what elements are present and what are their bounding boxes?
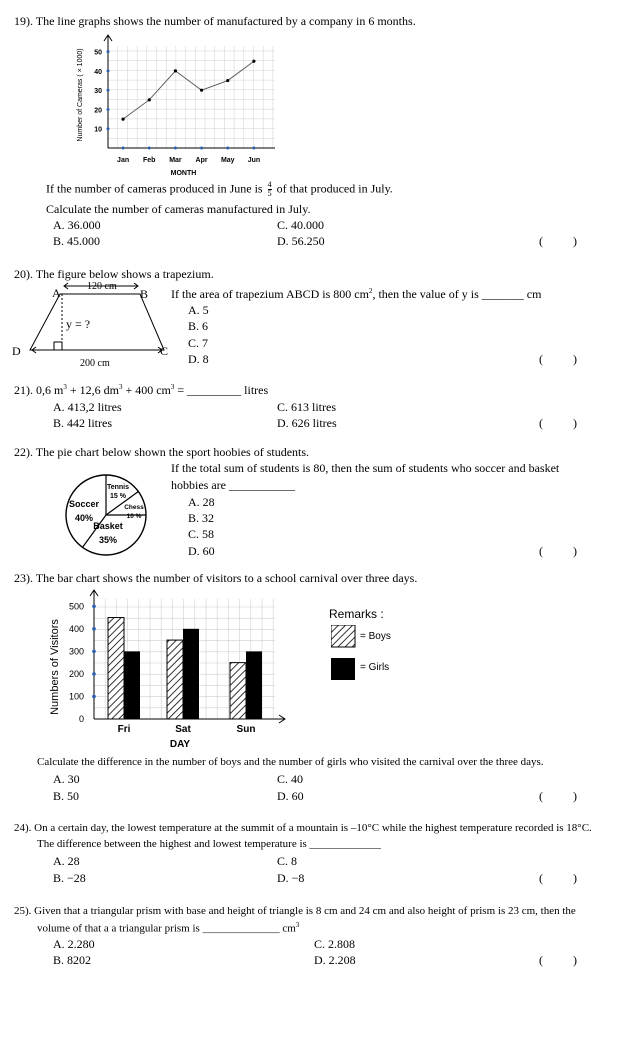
q22-line2: hobbies are ___________ xyxy=(171,478,295,492)
q19-text-line2: Calculate the number of cameras manufactured in July. xyxy=(46,202,311,216)
q23-option-b[interactable]: B. 50 xyxy=(53,789,80,803)
x-tick-mark xyxy=(174,147,177,150)
bar-girls xyxy=(124,651,140,719)
data-point xyxy=(200,89,203,92)
q24-option-d[interactable]: D. −8 xyxy=(277,871,305,885)
x-axis-label: MONTH xyxy=(170,170,197,177)
y-tick-label: 300 xyxy=(68,646,84,657)
q20-prompt-sup: 2 xyxy=(368,287,373,295)
y-tick-label: 200 xyxy=(68,668,84,679)
q23-legend-boys: = Boys xyxy=(360,631,391,642)
q25-line2: volume of that a a triangular prism is ______________ $cm^3$ xyxy=(37,921,300,935)
q24-line1: 24). On a certain day, the lowest temperature at the summit of a mountain is –10°C while the highest temperature recorded is 18°C. xyxy=(14,822,592,834)
pie-slice-label: Tennis xyxy=(106,484,130,491)
q20-height-label: y = ? xyxy=(66,317,91,331)
q24-option-b[interactable]: B. −28 xyxy=(53,871,86,885)
x-tick-label: Apr xyxy=(195,157,208,164)
x-tick-mark xyxy=(122,147,125,150)
q22-option-a[interactable]: A. 28 xyxy=(188,495,215,509)
y-axis-label: Numbers of Visitors xyxy=(49,619,61,715)
q23-option-d[interactable]: D. 60 xyxy=(277,789,304,803)
q20-label-c: C xyxy=(160,344,169,358)
q20-prompt xyxy=(171,287,541,302)
q19-text-a: If the number of cameras produced in June is xyxy=(46,181,263,196)
pie-slice-value: 15 % xyxy=(110,493,126,500)
y-tick-mark xyxy=(107,89,110,92)
pie-slice-label: Soccer xyxy=(68,499,100,509)
q19-option-c[interactable]: C. 40.000 xyxy=(277,218,325,232)
y-tick-label: 0 xyxy=(78,714,84,724)
q21-option-b[interactable]: B. 442 litres xyxy=(53,416,112,430)
q19-fraction: $\frac{4}{5}$ xyxy=(267,180,272,198)
x-tick-label: Jan xyxy=(117,157,130,164)
q21-option-d[interactable]: D. 626 litres xyxy=(277,416,337,430)
bar-girls xyxy=(246,651,262,719)
q22-pie-chart xyxy=(54,473,158,557)
q25-option-c[interactable]: C. 2.808 xyxy=(314,937,356,951)
q19-text-line1 xyxy=(46,181,393,198)
y-tick-mark xyxy=(107,50,110,53)
q25-option-a[interactable]: A. 2.280 xyxy=(53,937,95,951)
pie-slice-label: Basket xyxy=(93,521,123,531)
q22-line1: If the total sum of students is 80, then the sum of students who soccer and basket xyxy=(171,461,560,475)
q24-line2: The difference between the highest and lowest temperature is _____________ xyxy=(37,838,382,850)
y-tick-label: 500 xyxy=(68,601,84,612)
right-angle-mark xyxy=(54,342,62,350)
x-tick-mark xyxy=(148,147,151,150)
q21-option-c[interactable]: C. 613 litres xyxy=(277,400,336,414)
q23-legend-swatches xyxy=(331,625,357,685)
q19-title: 19). The line graphs shows the number of manufactured by a company in 6 months. xyxy=(14,14,416,28)
data-point xyxy=(226,79,229,82)
q20-label-d: D xyxy=(12,344,21,358)
q23-legend-girls: = Girls xyxy=(360,662,390,673)
q25-option-d[interactable]: D. 2.208 xyxy=(314,953,356,967)
bar-boys xyxy=(230,663,246,719)
q20-prompt-a: If the area of trapezium ABCD is 800 cm xyxy=(171,287,369,301)
x-tick-label: Sat xyxy=(175,724,191,735)
y-tick-mark xyxy=(92,672,96,676)
x-tick-label: Jun xyxy=(247,157,261,164)
q22-answer-bracket[interactable]: ( ) xyxy=(539,544,577,558)
x-tick-mark xyxy=(252,147,255,150)
x-tick-label: Sun xyxy=(236,724,256,735)
bar-girls xyxy=(183,629,199,719)
q19-answer-bracket[interactable]: ( ) xyxy=(539,234,577,248)
q25-option-b[interactable]: B. 8202 xyxy=(53,953,92,967)
q20-option-d[interactable]: D. 8 xyxy=(188,352,209,366)
y-tick-mark xyxy=(92,695,96,699)
q19-option-d[interactable]: D. 56.250 xyxy=(277,234,325,248)
q20-prompt-b: , then the value of y is _______ cm xyxy=(372,287,542,301)
y-tick-mark xyxy=(107,108,110,111)
q23-answer-bracket[interactable]: ( ) xyxy=(539,789,577,803)
q20-label-a: A xyxy=(52,286,61,300)
y-tick-label: 400 xyxy=(68,623,84,634)
x-tick-label: Feb xyxy=(143,157,156,164)
q23-remarks: Remarks : xyxy=(329,607,384,621)
x-tick-mark xyxy=(200,147,203,150)
pie-slice-label: Chess xyxy=(124,504,144,511)
q21-answer-bracket[interactable]: ( ) xyxy=(539,416,577,430)
q21-equation: 21). 0,6 $m^3 + 12,6$ $dm^3 + 400$ $cm^3$ = _________ litres xyxy=(14,383,269,397)
q19-text-b: of that produced in July. xyxy=(276,181,393,196)
q25-answer-bracket[interactable]: ( ) xyxy=(539,953,577,967)
legend-girls-swatch xyxy=(331,658,355,680)
q22-option-c[interactable]: C. 58 xyxy=(188,527,215,541)
q20-option-a[interactable]: A. 5 xyxy=(188,303,209,317)
y-tick-label: 100 xyxy=(68,691,84,702)
q19-option-a[interactable]: A. 36.000 xyxy=(53,218,101,232)
q23-question: Calculate the difference in the number of boys and the number of girls who visited the carnival over the three days. xyxy=(37,756,544,768)
q23-bar-chart xyxy=(40,585,300,755)
q22-title: 22). The pie chart below shown the sport hoobies of students. xyxy=(14,445,310,459)
q20-option-b[interactable]: B. 6 xyxy=(188,319,209,333)
y-tick-label: 30 xyxy=(94,88,102,96)
q20-title: 20). The figure below shows a trapezium. xyxy=(14,267,214,281)
legend-boys-swatch xyxy=(331,625,355,647)
q24-answer-bracket[interactable]: ( ) xyxy=(539,871,577,885)
y-axis-label: Number of Cameras ( × 1000) xyxy=(77,48,84,142)
data-point xyxy=(148,98,151,101)
y-tick-label: 40 xyxy=(94,68,102,76)
y-tick-mark xyxy=(92,604,96,608)
y-tick-label: 20 xyxy=(94,107,102,115)
data-point xyxy=(252,60,255,63)
x-tick-label: May xyxy=(220,157,235,164)
q22-option-b[interactable]: B. 32 xyxy=(188,511,215,525)
data-point xyxy=(174,69,177,72)
y-tick-mark xyxy=(92,650,96,654)
pie-slice-value: 40% xyxy=(74,513,94,523)
y-tick-mark xyxy=(107,69,110,72)
q24-option-c[interactable]: C. 8 xyxy=(277,854,298,868)
pie-slice-value: 35% xyxy=(98,535,118,545)
q20-bottom-length: 200 cm xyxy=(80,358,110,369)
y-tick-mark xyxy=(107,127,110,130)
q23-title: 23). The bar chart shows the number of visitors to a school carnival over three days. xyxy=(14,571,418,585)
q20-option-c[interactable]: C. 7 xyxy=(188,336,209,350)
q19-line-chart xyxy=(70,30,290,180)
q22-option-d[interactable]: D. 60 xyxy=(188,544,215,558)
pie-slice-value: 10 % xyxy=(126,513,142,520)
x-tick-label: Fri xyxy=(117,724,131,735)
trapezium-shape xyxy=(30,294,164,350)
q20-top-length: 120 cm xyxy=(87,281,117,292)
q25-line1: 25). Given that a triangular prism with base and height of triangle is 8 cm and 24 cm and also height of prism is 23 cm, then the xyxy=(14,905,576,917)
bar-boys xyxy=(167,640,183,719)
x-tick-label: Mar xyxy=(169,157,182,164)
q20-label-b: B xyxy=(140,287,149,301)
y-tick-mark xyxy=(92,627,96,631)
x-axis-label: DAY xyxy=(169,739,191,750)
y-tick-label: 50 xyxy=(94,49,102,57)
bar-boys xyxy=(108,618,124,719)
q24-option-a[interactable]: A. 28 xyxy=(53,854,80,868)
q19-option-b[interactable]: B. 45.000 xyxy=(53,234,101,248)
y-tick-label: 10 xyxy=(94,126,102,134)
x-tick-mark xyxy=(226,147,229,150)
q21-option-a[interactable]: A. 413,2 litres xyxy=(53,400,122,414)
data-point xyxy=(121,117,124,120)
q23-option-a[interactable]: A. 30 xyxy=(53,772,80,786)
q20-answer-bracket[interactable]: ( ) xyxy=(539,352,577,366)
q23-option-c[interactable]: C. 40 xyxy=(277,772,304,786)
